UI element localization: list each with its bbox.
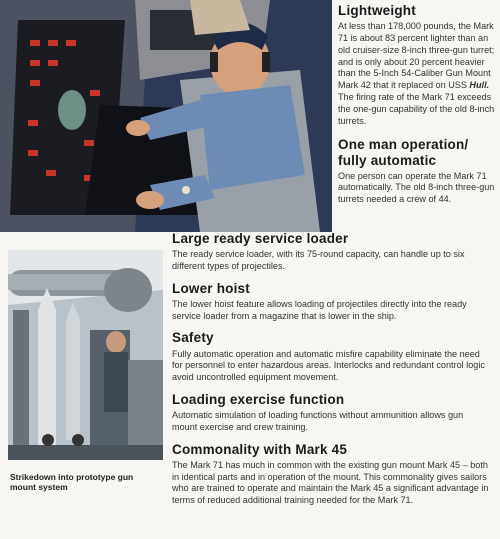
section-body: The ready service loader, with its 75-round capacity, can handle up to six different types of projectiles. <box>172 249 465 271</box>
section-loading-exercise <box>172 392 490 434</box>
section-body-text-end: The firing rate of the Mark 71 exceeds the one-gun capability of the old 8-inch turrets. <box>338 91 495 126</box>
section-one-man-operation <box>338 137 496 206</box>
section-commonality <box>172 442 490 507</box>
section-heading: Loading exercise function <box>172 392 345 408</box>
section-lightweight <box>338 3 496 127</box>
section-heading: Lightweight <box>338 3 416 18</box>
section-body: Automatic simulation of loading functions without ammunition allows gun mount exercise and crew training. <box>172 410 464 432</box>
section-safety <box>172 330 490 384</box>
section-ready-service-loader <box>172 231 490 273</box>
bottom-column <box>172 231 490 515</box>
right-column <box>338 3 496 216</box>
operator-console-illustration <box>0 0 332 232</box>
section-lower-hoist <box>172 281 490 323</box>
section-body: Fully automatic operation and automatic misfire capability eliminate the need for personnel to enter hazardous areas. Interlocks and redundant control logic avoid uncontrolled equipment movement. <box>172 348 485 383</box>
ship-name: Hull. <box>469 80 490 91</box>
photo-caption: Strikedown into prototype gun mount system <box>10 472 134 493</box>
section-heading: Safety <box>172 330 214 346</box>
section-body: The lower hoist feature allows loading of projectiles directly into the ready service loader from a magazine that is lower in the ship. <box>172 298 467 321</box>
operator-console-photo <box>0 0 332 232</box>
section-heading: Commonality with Mark 45 <box>172 441 348 457</box>
section-body: The Mark 71 has much in common with the existing gun mount Mark 45 – both in identical parts and in operation of the mount. This commonality gives sailors who are trained to operate and maintain the Mark 45 a significant advantage in terms of reduced additional training needed for the Mark 71. <box>172 459 489 506</box>
section-heading: Lower hoist <box>172 280 250 296</box>
section-body <box>338 21 496 127</box>
section-body: One person can operate the Mark 71 automatically. The old 8-inch three-gun turrets needed a crew of 44. <box>338 170 495 205</box>
strikedown-illustration <box>8 250 163 460</box>
section-heading: One man operation/ fully automatic <box>338 137 469 168</box>
strikedown-photo <box>8 250 163 460</box>
section-body-text: At less than 178,000 pounds, the Mark 71 is about 83 percent lighter than an old cruiser-size 8-inch three-gun turret; and is only about 20 percent heavier than the 5-Inch 54-Caliber Gun Mount Mark 42 that it replaced on USS <box>338 21 495 91</box>
section-heading: Large ready service loader <box>172 231 349 246</box>
